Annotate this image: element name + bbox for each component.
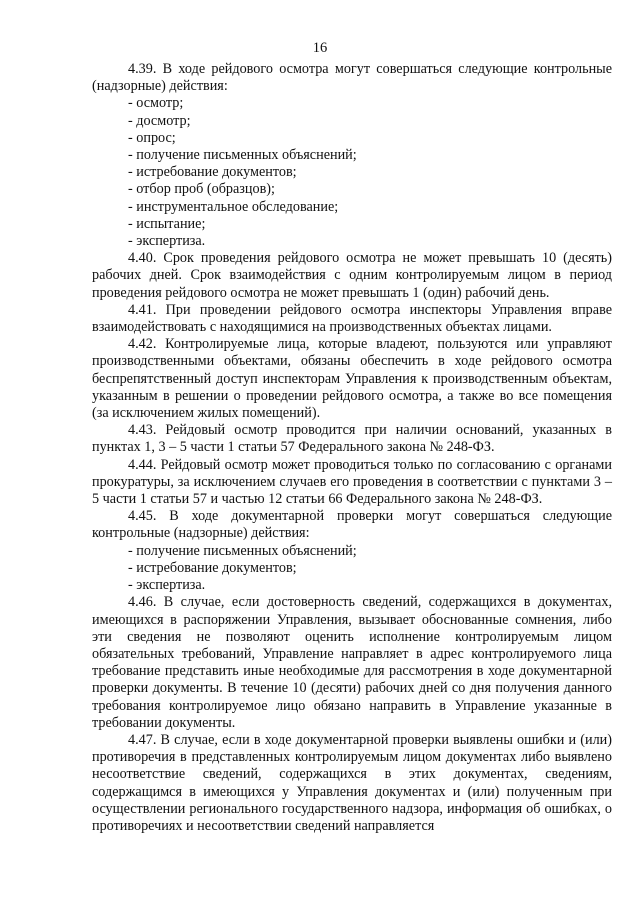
paragraph: 4.47. В случае, если в ходе документарной проверки выявлены ошибки и (или) противоречия в представленных контролируемым лицом документах либо выявлено несоответствие сведений, содержащихся в этих документах, сведениям, содержащимся в имеющихся у Управления документах и (или) полученным при осуществлении регионального государственного надзора, информация об ошибках, о противоречиях и несоответствии сведений направляется [92,731,612,834]
paragraph: 4.43. Рейдовый осмотр проводится при наличии оснований, указанных в пунктах 1, 3 – 5 части 1 статьи 57 Федерального закона № 248-ФЗ. [92,422,612,456]
list-item: - осмотр; [128,95,184,112]
paragraph: 4.44. Рейдовый осмотр может проводиться только по согласованию с органами прокуратуры, за исключением случаев его проведения в соответствии с пунктами 3 – 5 части 1 статьи 57 и частью 12 статьи 66 Федерального закона № 248-ФЗ. [92,456,612,508]
list-item: - инструментальное обследование; [128,198,339,215]
paragraph: 4.42. Контролируемые лица, которые владеют, пользуются или управляют производственными объектами, обязаны обеспечить в ходе рейдового осмотра беспрепятственный доступ инспекторам Управления к производственным объектам, указанным в решении о проведении рейдового осмотра, а также во все помещения (за исключением жилых помещений). [92,336,612,422]
paragraph: 4.41. При проведении рейдового осмотра инспекторы Управления вправе взаимодействовать с находящимися на производственных объектах лицами. [92,301,612,336]
list-item: - опрос; [128,129,176,146]
list-item: - испытание; [128,215,206,232]
paragraph: 4.39. В ходе рейдового осмотра могут совершаться следующие контрольные (надзорные) действия: [92,61,612,95]
page-number: 16 [312,40,328,56]
list-item: - истребование документов; [128,559,297,576]
document-body [92,61,612,835]
paragraph: 4.46. В случае, если достоверность сведений, содержащихся в документах, имеющихся в распоряжении Управления, вызывает обоснованные сомнения, либо эти сведения не позволяют оценить исполнение контролируемым лицом обязательных требований, Управление направляет в адрес контролируемого лица требование представить иные необходимые для рассмотрения в ходе документарной проверки документы. В течение 10 (десяти) рабочих дней со дня получения данного требования контролируемое лицо обязано направить в Управление указанные в требовании документы. [92,594,612,731]
list-item: - получение письменных объяснений; [128,147,357,164]
list-item: - экспертиза. [128,577,206,594]
list-item: - экспертиза. [128,233,206,250]
paragraph: 4.45. В ходе документарной проверки могут совершаться следующие контрольные (надзорные) действия: [92,508,612,542]
action-list [92,543,612,595]
paragraph: 4.40. Срок проведения рейдового осмотра не может превышать 10 (десять) рабочих дней. Срок взаимодействия с одним контролируемым лицом в период проведения рейдового осмотра не может превышать 1 (один) рабочий день. [92,250,612,301]
list-item: - досмотр; [128,112,191,129]
action-list [92,95,612,250]
list-item: - получение письменных объяснений; [128,542,357,559]
list-item: - отбор проб (образцов); [128,181,275,198]
list-item: - истребование документов; [128,164,297,181]
